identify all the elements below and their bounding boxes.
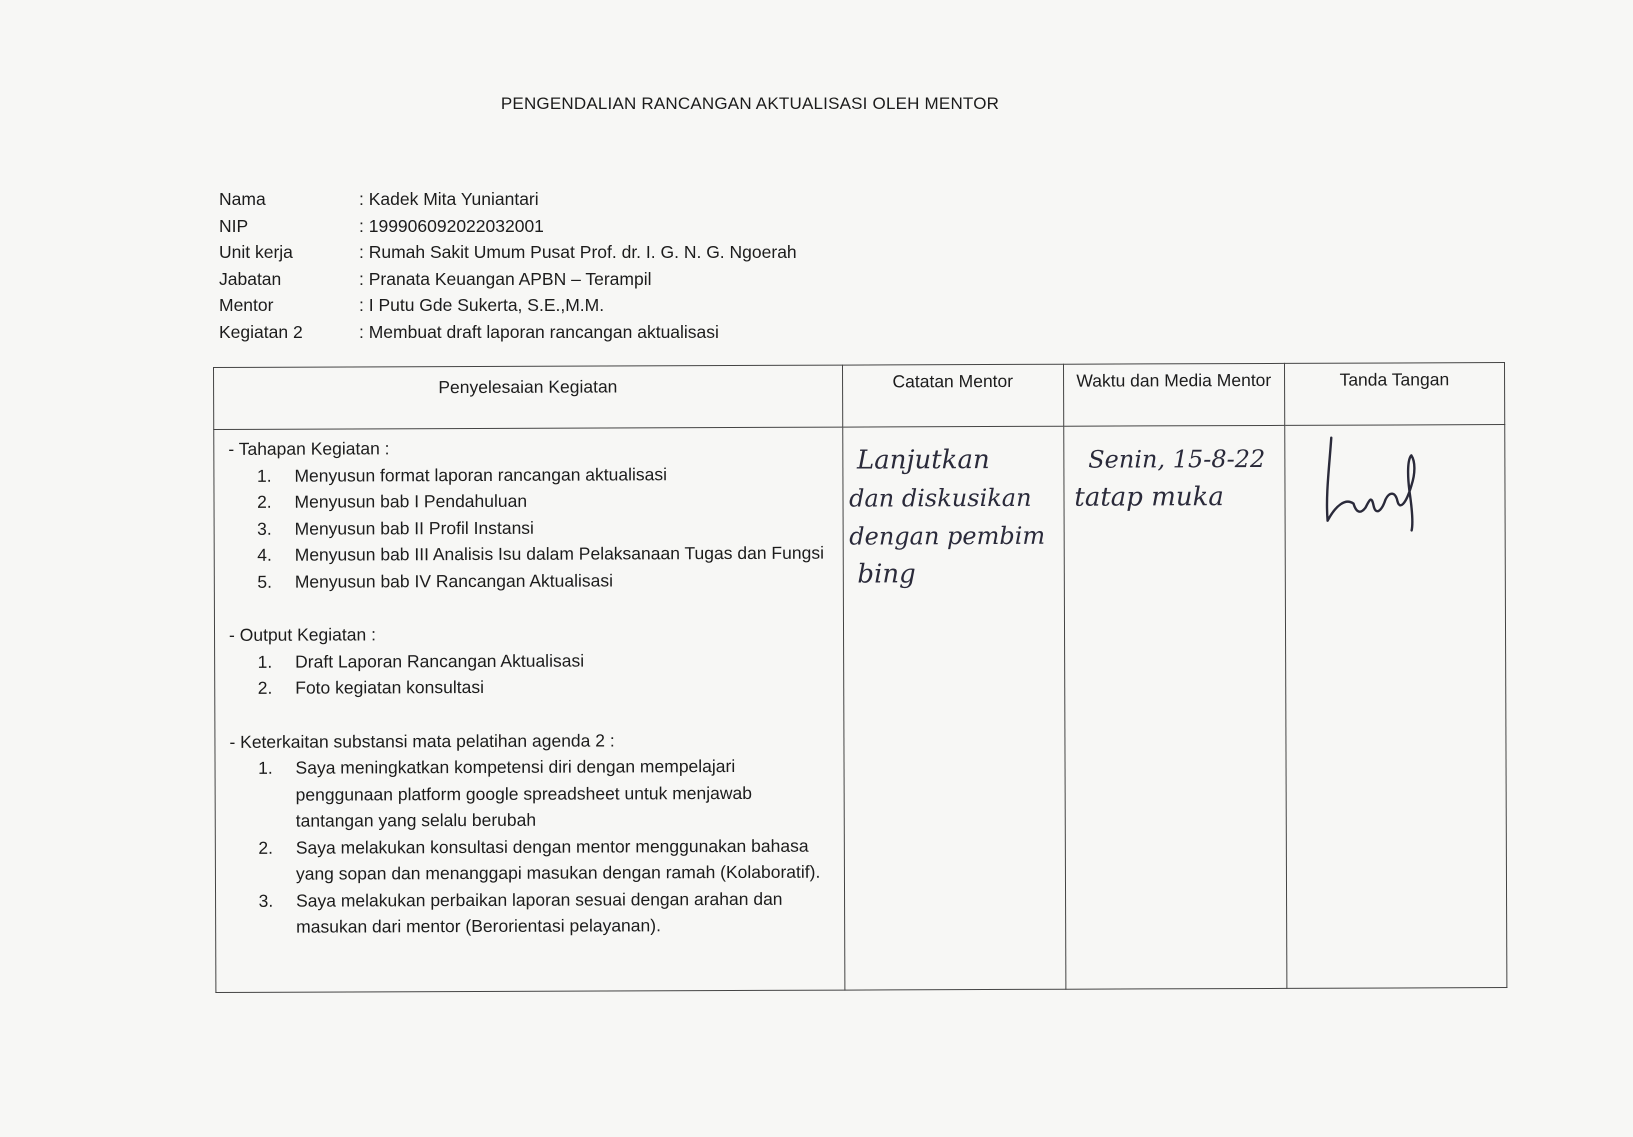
list-item: 5. Menyusun bab IV Rancangan Aktualisasi <box>277 566 833 595</box>
handwritten-date: Senin, 15-8-22 <box>1088 444 1266 474</box>
section-title-tahapan: - Tahapan Kegiatan : <box>228 438 390 459</box>
list-item: 2. Foto kegiatan konsultasi <box>277 673 833 702</box>
mentor-note-cell <box>842 426 1065 990</box>
header-catatan: Catatan Mentor <box>842 364 1063 427</box>
info-row-kegiatan <box>219 319 797 346</box>
info-row-jabatan <box>219 266 797 293</box>
handwritten-note-line: Lanjutkan <box>856 445 990 476</box>
list-output <box>229 646 833 701</box>
info-row-unit-kerja <box>219 239 797 266</box>
info-row-nip <box>219 213 797 240</box>
list-item: 1. Saya meningkatkan kompetensi diri dengan mempelajari penggunaan platform google spreadsheet untuk menjawab tantangan yang selalu berubah <box>277 753 833 835</box>
list-item: 2. Saya melakukan konsultasi dengan mentor menggunakan bahasa yang sopan dan menanggapi masukan dengan ramah (Kolaboratif). <box>278 832 834 887</box>
info-value: : Pranata Keuangan APBN – Terampil <box>359 268 652 289</box>
info-label: Nama <box>219 189 266 209</box>
info-value: : Rumah Sakit Umum Pusat Prof. dr. I. G. N. G. Ngoerah <box>359 242 797 262</box>
identity-block <box>219 186 797 345</box>
info-value: : 199906092022032001 <box>359 215 544 236</box>
list-item: 4. Menyusun bab III Analisis Isu dalam Pelaksanaan Tugas dan Fungsi <box>277 540 833 569</box>
section-title-keterkaitan: - Keterkaitan substansi mata pelatihan agenda 2 : <box>229 729 615 752</box>
list-item: 1. Draft Laporan Rancangan Aktualisasi <box>277 646 833 675</box>
activity-cell <box>214 427 845 992</box>
signature-cell <box>1284 425 1507 989</box>
handwritten-note-line: dengan pembim <box>849 521 1046 551</box>
header-waktu-media: Waktu dan Media Mentor <box>1063 363 1284 426</box>
list-item: 1. Menyusun format laporan rancangan aktualisasi <box>276 460 832 489</box>
section-title-output: - Output Kegiatan : <box>228 624 376 645</box>
list-tahapan <box>228 460 832 595</box>
info-row-nama <box>219 186 797 213</box>
header-tanda-tangan: Tanda Tangan <box>1284 363 1505 426</box>
control-table <box>213 362 1507 993</box>
handwritten-note-line: bing <box>857 559 916 590</box>
handwritten-note-line: dan diskusikan <box>849 483 1032 513</box>
handwritten-media: tatap muka <box>1074 482 1224 513</box>
info-label: NIP <box>219 215 249 236</box>
info-row-mentor <box>219 292 797 319</box>
list-item: 3. Saya melakukan perbaikan laporan sesuai dengan arahan dan masukan dari mentor (Berorientasi pelayanan). <box>278 885 834 940</box>
table-row <box>214 425 1507 993</box>
document-title: PENGENDALIAN RANCANGAN AKTUALISASI OLEH MENTOR <box>500 94 1000 113</box>
info-label: Kegiatan 2 <box>219 321 303 342</box>
list-item: 2. Menyusun bab I Pendahuluan <box>276 487 832 516</box>
info-value: : Kadek Mita Yuniantari <box>359 189 539 209</box>
list-keterkaitan <box>229 753 833 941</box>
time-media-cell <box>1064 425 1287 989</box>
table-header-row <box>214 363 1505 430</box>
info-value: : Membuat draft laporan rancangan aktualisasi <box>359 321 719 342</box>
list-item: 3. Menyusun bab II Profil Instansi <box>277 513 833 542</box>
info-label: Unit kerja <box>219 242 293 262</box>
info-label: Mentor <box>219 295 274 315</box>
header-penyelesaian: Penyelesaian Kegiatan <box>214 365 843 429</box>
info-label: Jabatan <box>219 268 282 289</box>
signature-icon <box>1315 425 1435 545</box>
info-value: : I Putu Gde Sukerta, S.E.,M.M. <box>359 295 605 315</box>
